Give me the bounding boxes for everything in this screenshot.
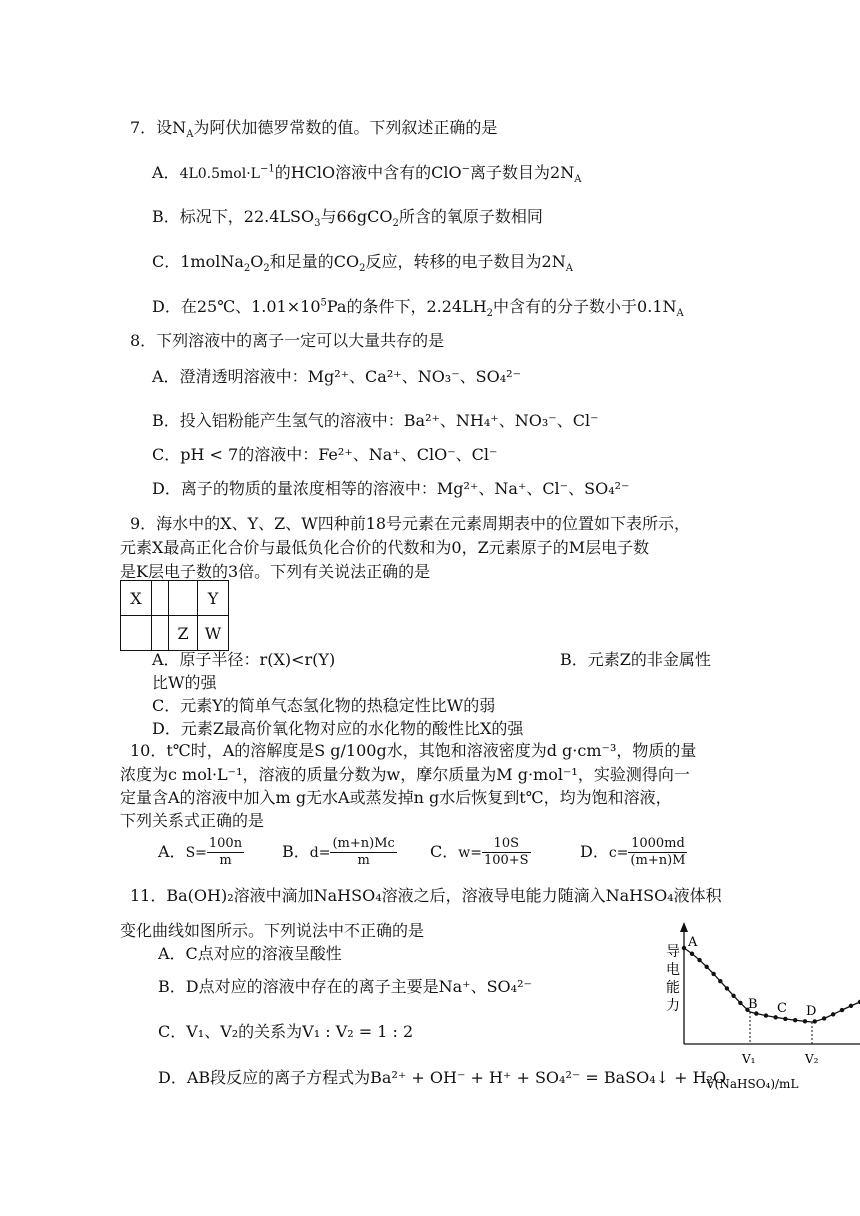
- q7-option-c: C．$1molNa_2O_2$和足量的$CO_2$反应，转移的电子数目为$2N_A$: [152, 252, 573, 275]
- curve-dot: [705, 965, 709, 969]
- q10-stem-line1: 10．t℃时，A的溶解度是S g/100g水，其饱和溶液密度为d g·cm⁻³，物质的量: [130, 741, 697, 760]
- q11-stem-line2: 变化曲线如图所示。下列说法中不正确的是: [120, 921, 425, 940]
- q9-stem-line1: 9．海水中的X、Y、Z、W四种前18号元素在元素周期表中的位置如下表所示，: [130, 514, 691, 533]
- q10-option-b: B．d= $\frac{(m+n)Mc}{m}$: [282, 836, 395, 868]
- curve-dot: [849, 1004, 853, 1008]
- curve-dot: [711, 972, 715, 976]
- curve-dot: [682, 946, 686, 950]
- q9-option-a: A．原子半径：r(X)<r(Y): [152, 650, 336, 669]
- fraction: $\frac{(m+n)Mc}{m}$: [332, 836, 395, 868]
- table-row: [121, 581, 229, 616]
- q10-option-c: C．w= $\frac{10S}{100+S}$: [430, 836, 529, 868]
- point-label-b: B: [748, 997, 758, 1012]
- q11-option-c: C．V₁、V₂的关系为V₁ : V₂ = 1 : 2: [158, 1022, 414, 1041]
- table-cell: [121, 616, 152, 651]
- point-label-c: C: [777, 1001, 787, 1016]
- q9-option-b-part2: 比W的强: [152, 673, 217, 692]
- q10-stem-line2: 浓度为c mol·L⁻¹，溶液的质量分数为w，摩尔质量为M g·mol⁻¹，实验测得向一: [120, 765, 690, 784]
- conductivity-curve: [684, 948, 860, 1022]
- periodic-table-fragment: [120, 580, 229, 651]
- table-cell: Z: [169, 616, 198, 651]
- q7-option-a: A．$4L0.5mol\cdot L^{-1}$的HClO溶液中含有的ClO−离子数目为$2N_A$: [152, 163, 582, 186]
- curve-dot: [690, 952, 694, 956]
- table-cell: W: [198, 616, 229, 651]
- q9-stem-line3: 是K层电子数的3倍。下列有关说法正确的是: [120, 562, 431, 581]
- table-cell: [169, 581, 198, 616]
- q7-option-d: D．在25℃、$1.01\times 10^5Pa$的条件下，$2.24LH_2$中含有的分子数小于$0.1N_A$: [152, 297, 684, 320]
- y-label-char: 电: [666, 962, 680, 978]
- q8-stem: 8．下列溶液中的离子一定可以大量共存的是: [130, 331, 445, 350]
- q8-option-d: D．离子的物质的量浓度相等的溶液中：Mg²⁺、Na⁺、Cl⁻、SO₄²⁻: [152, 479, 630, 498]
- fraction: $\frac{1000md}{(m+n)M}$: [630, 836, 686, 868]
- curve-dot: [813, 1019, 817, 1023]
- q9-option-b-part1: B．元素Z的非金属性: [560, 650, 711, 669]
- tick-label-v2: V₂: [805, 1052, 819, 1066]
- curve-dot: [718, 979, 722, 983]
- point-label-d: D: [806, 1004, 817, 1019]
- curve-dot: [764, 1013, 768, 1017]
- y-axis-arrow: [680, 922, 688, 932]
- q9-option-d: D．元素Z最高价氧化物对应的水化物的酸性比X的强: [152, 719, 524, 738]
- curve-dot: [738, 1001, 742, 1005]
- curve-dot: [725, 986, 729, 990]
- q10-stem-line3: 定量含A的溶液中加入m g无水A或蒸发掉n g水后恢复到t℃，均为饱和溶液，: [120, 788, 672, 807]
- x-axis-label: V(NaHSO₄)/mL: [706, 1077, 799, 1091]
- curve-dots: [682, 946, 860, 1024]
- q11-option-d: D．AB段反应的离子方程式为Ba²⁺ + OH⁻ + H⁺ + SO₄²⁻ = BaSO₄↓ + H₂O: [158, 1068, 727, 1087]
- curve-dot: [731, 994, 735, 998]
- curve-dot: [697, 958, 701, 962]
- q7-stem: 7．设$N_A$为阿伏加德罗常数的值。下列叙述正确的是: [130, 118, 498, 141]
- table-cell: Y: [198, 581, 229, 616]
- q10-option-a: A．S= $\frac{100n}{m}$: [158, 836, 243, 868]
- table-row: [121, 616, 229, 651]
- curve-dot: [783, 1017, 787, 1021]
- curve-dot: [793, 1018, 797, 1022]
- curve-dot: [822, 1016, 826, 1020]
- q10-option-d: D．c= $\frac{1000md}{(m+n)M}$: [580, 836, 686, 868]
- tick-label-v1: V₁: [742, 1052, 756, 1066]
- table-cell: [152, 581, 169, 616]
- point-label-a: A: [688, 935, 698, 950]
- y-label-char: 力: [666, 998, 680, 1014]
- q11-option-a: A．C点对应的溶液呈酸性: [158, 944, 342, 963]
- q7-option-b: B．标况下，$22.4LSO_3$与66gCO$_2$所含的氧原子数相同: [152, 207, 543, 230]
- fraction: $\frac{100n}{m}$: [208, 836, 243, 868]
- q8-option-c: C．pH < 7的溶液中：Fe²⁺、Na⁺、ClO⁻、Cl⁻: [152, 445, 498, 464]
- q11-option-b: B．D点对应的溶液中存在的离子主要是Na⁺、SO₄²⁻: [158, 977, 532, 996]
- q8-option-b: B．投入铝粉能产生氢气的溶液中：Ba²⁺、NH₄⁺、NO₃⁻、Cl⁻: [152, 411, 599, 430]
- conductivity-graph: [660, 920, 860, 1095]
- fraction: $\frac{10S}{100+S}$: [483, 836, 529, 868]
- y-axis-label: [666, 944, 680, 1014]
- table-cell: X: [121, 581, 152, 616]
- q10-stem-line4: 下列关系式正确的是: [120, 811, 265, 830]
- table-cell: [152, 616, 169, 651]
- q9-option-c: C．元素Y的简单气态氢化物的热稳定性比W的弱: [152, 696, 496, 715]
- q9-stem-line2: 元素X最高正化合价与最低负化合价的代数和为0，Z元素原子的M层电子数: [120, 538, 650, 557]
- curve-dot: [831, 1012, 835, 1016]
- y-label-char: 导: [666, 944, 680, 960]
- q8-option-a: A．澄清透明溶液中：Mg²⁺、Ca²⁺、NO₃⁻、SO₄²⁻: [152, 367, 522, 386]
- curve-dot: [803, 1019, 807, 1023]
- y-label-char: 能: [666, 980, 680, 996]
- q11-stem-line1: 11．Ba(OH)₂溶液中滴加NaHSO₄溶液之后，溶液导电能力随滴入NaHSO₄液体积: [130, 886, 722, 905]
- curve-dot: [840, 1008, 844, 1012]
